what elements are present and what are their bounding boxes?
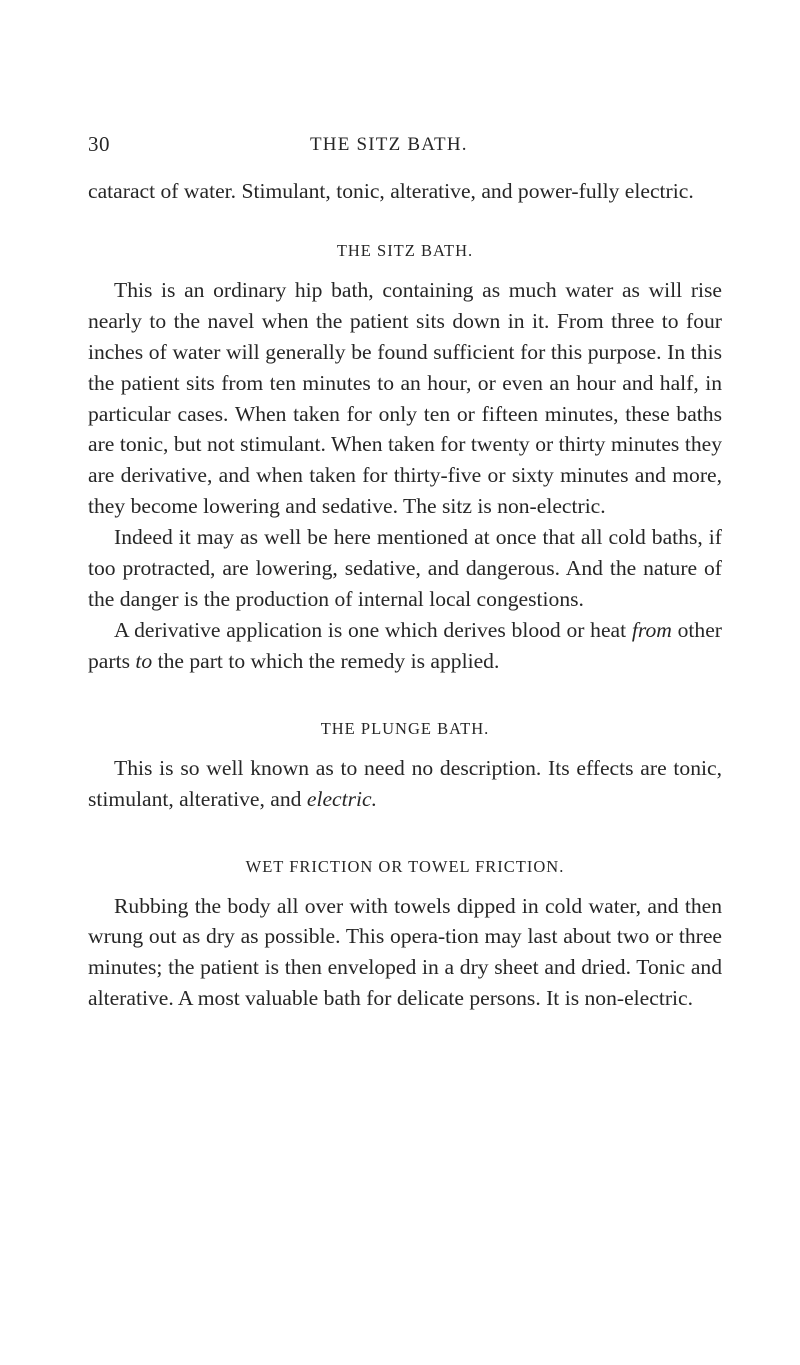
sitz-bath-paragraph-1: This is an ordinary hip bath, containing as much water as will rise nearly to the navel when the patient sits down in it. From three to four inches of water will generally be found sufficient for this purpose. In this the patient sits from ten minutes to an hour, or even an hour and half, in particular cases. When taken for only ten or fifteen minutes, these baths are tonic, but not stimulant. When taken for twenty or thirty minutes they are derivative, and when taken for thirty-five or sixty minutes and more, they become lowering and sedative. The sitz is non-electric. — [88, 277, 722, 519]
continuation-paragraph: cataract of water. Stimulant, tonic, alterative, and power-fully electric. — [88, 179, 694, 203]
section-heading-plunge-bath: THE PLUNGE BATH. — [320, 718, 490, 738]
text-run: This is so well known as to need no description. Its effects are tonic, stimulant, alterative, and — [88, 755, 722, 811]
page-number: 30 — [88, 132, 110, 156]
section-heading-sitz-bath: THE SITZ BATH. — [336, 240, 474, 260]
sitz-bath-paragraph-3 — [88, 615, 722, 677]
text-run: the part to which the remedy is applied. — [152, 648, 500, 673]
wet-friction-paragraph: Rubbing the body all over with towels dipped in cold water, and then wrung out as dry as possible. This opera-tion may last about two or three minutes; the patient is then enveloped in a dry sheet and dried. Tonic and alterative. A most valuable bath for delicate persons. It is non-electric. — [88, 893, 722, 1011]
italic-electric: electric. — [306, 786, 378, 811]
section-heading-wet-friction: WET FRICTION OR TOWEL FRICTION. — [245, 856, 565, 876]
sitz-bath-paragraph-2: Indeed it may as well be here mentioned at once that all cold baths, if too protracted, are lowering, sedative, and dangerous. And the nature of the danger is the production of internal local congestions. — [88, 525, 722, 611]
text-run: other parts — [88, 617, 722, 673]
text-block — [88, 176, 722, 1014]
italic-from: from — [631, 617, 672, 642]
plunge-bath-paragraph — [88, 753, 722, 815]
running-title: THE SITZ BATH. — [310, 134, 468, 155]
running-head — [88, 132, 718, 162]
text-run: A derivative application is one which derives blood or heat — [114, 617, 632, 642]
italic-to: to — [135, 648, 153, 673]
